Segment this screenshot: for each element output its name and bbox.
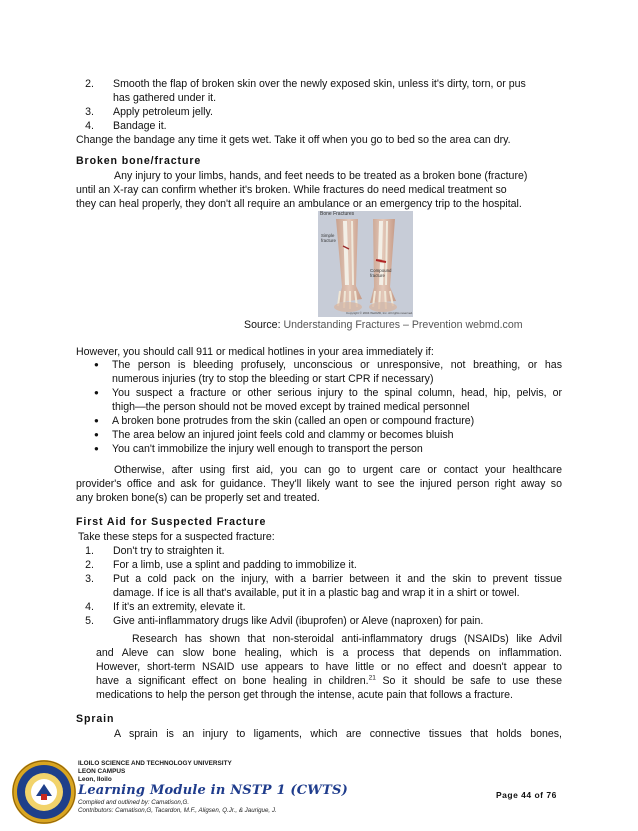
- seal-icon: [10, 758, 78, 826]
- bullet-icon: ●: [94, 430, 99, 439]
- list-item: ● You can't immobilize the injury well enough to transport the person: [94, 443, 423, 455]
- figure-copyright: Copyright © 2004 WebMD, Inc. All rights reserved.: [346, 311, 413, 315]
- compound-fracture-label: Compound fracture: [370, 268, 392, 278]
- first-aid-intro: Take these steps for a suspected fracture:: [78, 531, 275, 543]
- university-seal: [10, 758, 78, 826]
- simple-fracture-label: Simple fracture: [321, 233, 336, 243]
- broken-bone-para-line2: until an X-ray can confirm whether it's broken. While fractures do need medical treatment so: [76, 184, 507, 196]
- call-911-intro: However, you should call 911 or medical hotlines in your area immediately if:: [76, 346, 434, 358]
- list-item: 4. If it's an extremity, elevate it.: [85, 601, 246, 613]
- citation-superscript: 21: [368, 674, 376, 682]
- research-paragraph: Research has shown that non-steroidal anti-inflammatory drugs (NSAIDs) like Advil and Aleve can slow bone healing, which is a process that depends on inflammation. However, short-term NSAID use appears to have little or no effect and doesn't appear to have a significant effect on bone healing in children.$^{21}$ So it should be safe to use these medications to help the person get through the intense, acute pain that follows a fracture.: [96, 633, 562, 701]
- list-item: 1. Don't try to straighten it.: [85, 545, 225, 557]
- figure-source: Source: Understanding Fractures – Prevention webmd.com: [244, 319, 523, 331]
- first-aid-steps: [78, 544, 562, 628]
- list-item: ● You suspect a fracture or other serious injury to the spinal column, head, hip, pelvis, or thigh—the person should not be moved except by trained medical personnel: [94, 387, 562, 413]
- bandage-note: Change the bandage any time it gets wet. Take it off when you go to bed so the area can dry.: [76, 134, 511, 146]
- university-block: ILOILO SCIENCE AND TECHNOLOGY UNIVERSITY LEON CAMPUS Leon, Iloilo: [78, 760, 232, 783]
- list-item: ● The area below an injured joint feels cold and clammy or becomes bluish: [94, 429, 454, 441]
- broken-bone-para-line1: Any injury to your limbs, hands, and feet needs to be treated as a broken bone (fracture): [114, 170, 528, 182]
- bone-fracture-illustration: [318, 211, 413, 317]
- bullet-icon: ●: [94, 360, 99, 369]
- broken-bone-para-line3: they can heal properly, they don't all require an ambulance or an emergency trip to the hospital.: [76, 198, 522, 210]
- first-aid-heading: First Aid for Suspected Fracture: [76, 516, 267, 528]
- broken-bone-heading: Broken bone/fracture: [76, 155, 202, 167]
- sprain-heading: Sprain: [76, 713, 115, 725]
- bullet-icon: ●: [94, 444, 99, 453]
- sprain-line: A sprain is an injury to ligaments, which are connective tissues that holds bones,: [114, 728, 562, 740]
- list-item: ● A broken bone protrudes from the skin (called an open or compound fracture): [94, 415, 475, 427]
- list-item: 3. Put a cold pack on the injury, with a barrier between it and the skin to prevent tissue damage. If ice is all that's available, put it in a plastic bag and wrap it in a shirt or towel.: [85, 573, 562, 599]
- research-line-4: have a significant effect on bone healing in children.$^{21}$ So it should be safe to use these: [96, 674, 562, 687]
- list-item: ● The person is bleeding profusely, unconscious or unresponsive, not breathing, or has numerous injuries (try to stop the bleeding or start CPR if necessary): [94, 359, 562, 385]
- figure-title: Bone Fractures: [320, 211, 355, 217]
- page-number: Page 44 of 76: [496, 790, 557, 800]
- bullet-icon: ●: [94, 388, 99, 397]
- call-911-bullets: [76, 358, 562, 456]
- bullet-icon: ●: [94, 416, 99, 425]
- legs-illustration: [318, 211, 413, 317]
- list-item: 2. For a limb, use a splint and padding to immobilize it.: [85, 559, 357, 571]
- otherwise-paragraph: Otherwise, after using first aid, you can go to urgent care or contact your healthcare provider's office and ask for guidance. They'll likely want to see the injured person right away so any broken bone(s) can be properly set and treated.: [76, 464, 562, 504]
- module-title: Learning Module in NSTP 1 (CWTS): [78, 783, 348, 798]
- credits-block: Compiled and outlined by: Camatison,G. Contributors: Camatison,G, Tacardon, M.F., Aligsen, Q.Jr., & Jaurigue, J.: [78, 799, 277, 814]
- list-item: 5. Give anti-inflammatory drugs like Advil (ibuprofen) or Aleve (naproxen) for pain.: [85, 615, 484, 627]
